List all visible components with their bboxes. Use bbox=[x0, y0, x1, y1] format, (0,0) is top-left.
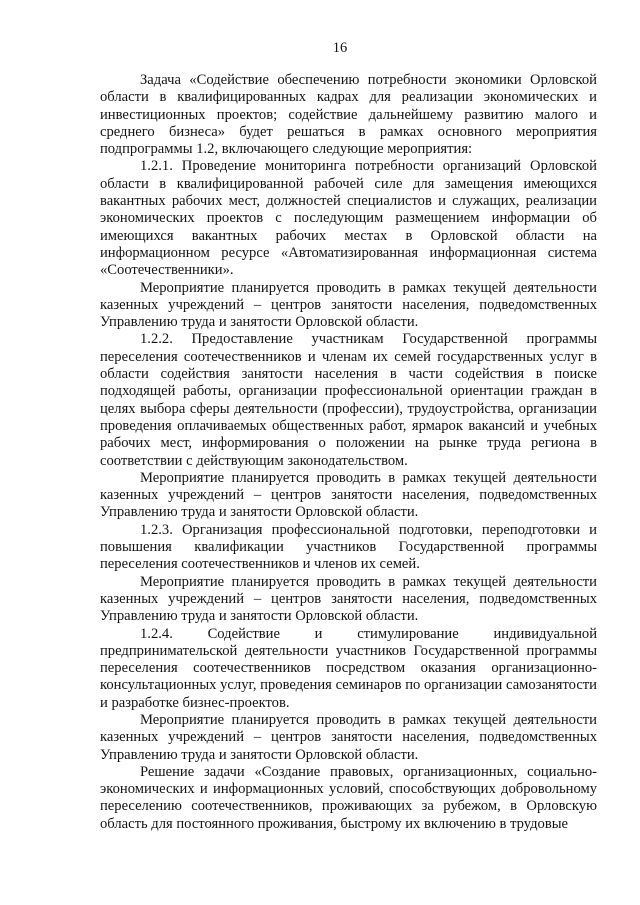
paragraph-measure-1-2-1: 1.2.1. Проведение мониторинга потребности организаций Орловской области в квалифицированной рабочей силе для замещения имеющихся вакантных рабочих мест, должностей специалистов и служащих, реализации экономических проектов с последующим размещением информации об имеющихся вакантных рабочих местах в Орловской области на информационном ресурсе «Автоматизированная информационная система «Соотечественники». bbox=[100, 158, 597, 279]
page-number: 16 bbox=[332, 40, 348, 56]
paragraph-measure-1-2-3: 1.2.3. Организация профессиональной подготовки, переподготовки и повышения квалификации участников Государственной программы переселения соотечественников и членов их семей. bbox=[100, 521, 597, 573]
paragraph-task-solution: Решение задачи «Создание правовых, организационных, социально-экономических и информационных условий, способствующих добровольному переселению соотечественников, проживающих за рубежом, в Орловскую область для постоянного проживания, быстрому их включению в трудовые bbox=[100, 763, 597, 832]
document-body bbox=[100, 72, 597, 833]
paragraph-implementation-note: Мероприятие планируется проводить в рамках текущей деятельности казенных учреждений – центров занятости населения, подведомственных Управлению труда и занятости Орловской области. bbox=[100, 711, 597, 763]
paragraph-implementation-note: Мероприятие планируется проводить в рамках текущей деятельности казенных учреждений – центров занятости населения, подведомственных Управлению труда и занятости Орловской области. bbox=[100, 573, 597, 625]
paragraph-implementation-note: Мероприятие планируется проводить в рамках текущей деятельности казенных учреждений – центров занятости населения, подведомственных Управлению труда и занятости Орловской области. bbox=[100, 279, 597, 331]
paragraph-implementation-note: Мероприятие планируется проводить в рамках текущей деятельности казенных учреждений – центров занятости населения, подведомственных Управлению труда и занятости Орловской области. bbox=[100, 469, 597, 521]
paragraph-measure-1-2-4: 1.2.4. Содействие и стимулирование индивидуальной предпринимательской деятельности участников Государственной программы переселения соотечественников посредством оказания организационно-консультационных услуг, проведения семинаров по организации самозанятости и разработке бизнес-проектов. bbox=[100, 625, 597, 711]
paragraph-task-intro: Задача «Содействие обеспечению потребности экономики Орловской области в квалифицированных кадрах для реализации экономических и инвестиционных проектов; содействие дальнейшему развитию малого и среднего бизнеса» будет решаться в рамках основного мероприятия подпрограммы 1.2, включающего следующие мероприятия: bbox=[100, 72, 597, 158]
paragraph-measure-1-2-2: 1.2.2. Предоставление участникам Государственной программы переселения соотечественников и членам их семей государственных услуг в области содействия занятости населения в части содействия в поиске подходящей работы, организации профессиональной ориентации граждан в целях выбора сферы деятельности (профессии), трудоустройства, организации проведения оплачиваемых общественных работ, ярмарок вакансий и учебных рабочих мест, информирования о положении на рынке труда региона в соответствии с действующим законодательством. bbox=[100, 331, 597, 469]
